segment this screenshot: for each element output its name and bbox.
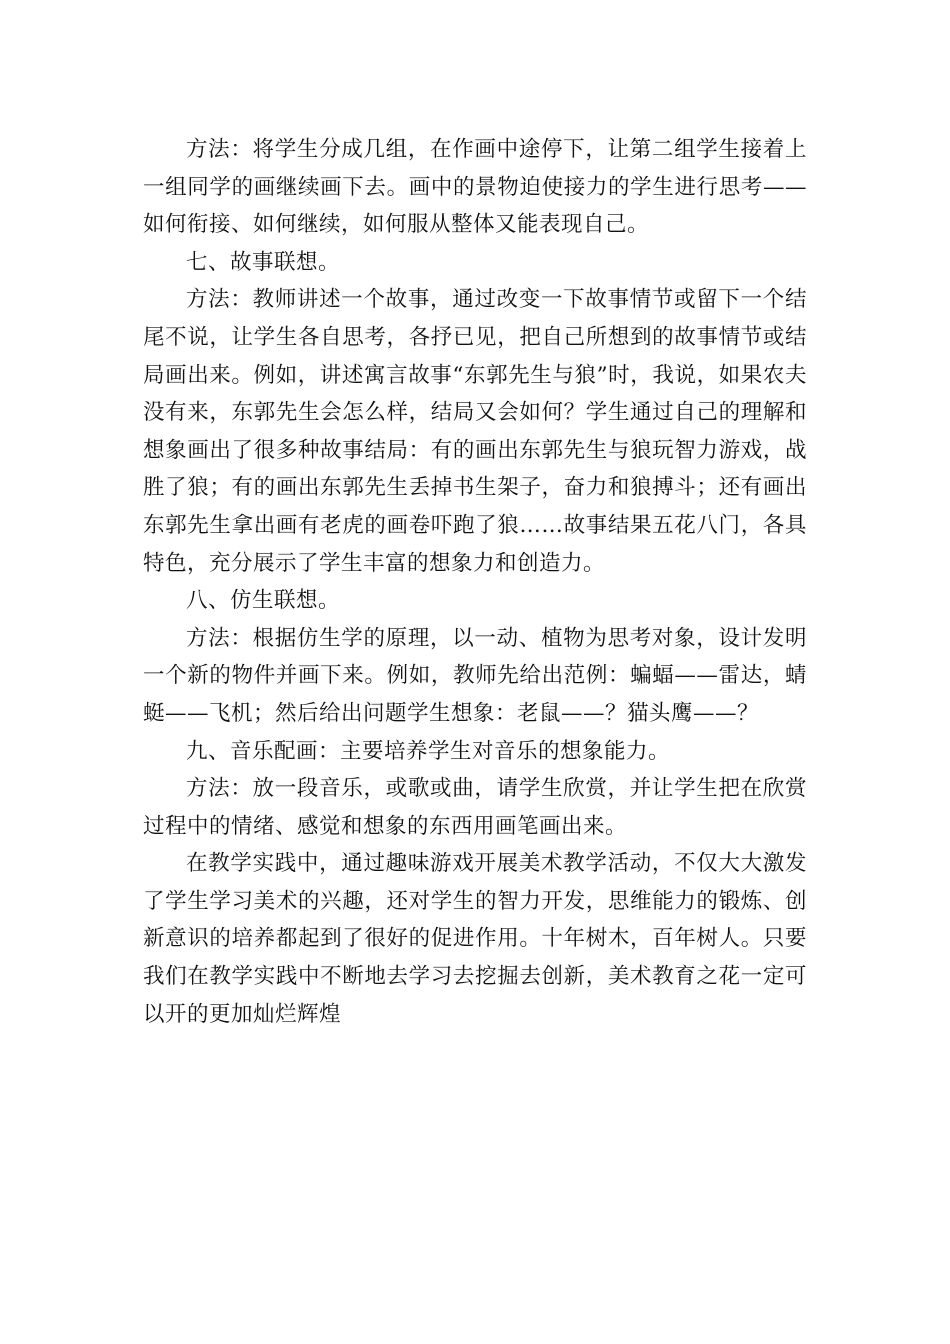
paragraph-method-bionic: 方法：根据仿生学的原理，以一动、植物为思考对象，设计发明一个新的物件并画下来。例如，教师先给出范例：蝙蝠——雷达，蜻蜓——飞机；然后给出问题学生想象：老鼠——？猫头鹰——？ xyxy=(143,625,807,726)
heading-bionic-association: 八、仿生联想。 xyxy=(186,588,341,614)
paragraph-method-music: 方法：放一段音乐，或歌或曲，请学生欣赏，并让学生把在欣赏过程中的情绪、感觉和想象的东西用画笔画出来。 xyxy=(143,776,807,839)
heading-story-association: 七、故事联想。 xyxy=(186,249,341,275)
document-body xyxy=(143,131,807,1033)
paragraph-method-story: 方法：教师讲述一个故事，通过改变一下故事情节或留下一个结尾不说，让学生各自思考，各抒已见，把自己所想到的故事情节或结局画出来。例如，讲述寓言故事“东郭先生与狼”时，我说，如果农夫没有来，东郭先生会怎么样，结局又会如何？学生通过自己的理解和想象画出了很多种故事结局：有的画出东郭先生与狼玩智力游戏，战胜了狼；有的画出东郭先生丢掉书生架子，奋力和狼搏斗；还有画出东郭先生拿出画有老虎的画卷吓跑了狼……故事结果五花八门，各具特色，充分展示了学生丰富的想象力和创造力。 xyxy=(143,287,807,576)
paragraph-conclusion: 在教学实践中，通过趣味游戏开展美术教学活动，不仅大大激发了学生学习美术的兴趣，还对学生的智力开发，思维能力的锻炼、创新意识的培养都起到了很好的促进作用。十年树木，百年树人。只要我们在教学实践中不断地去学习去挖掘去创新，美术教育之花一定可以开的更加灿烂辉煌 xyxy=(143,851,807,1027)
paragraph-method-relay: 方法：将学生分成几组，在作画中途停下，让第二组学生接着上一组同学的画继续画下去。画中的景物迫使接力的学生进行思考——如何衔接、如何继续，如何服从整体又能表现自己。 xyxy=(143,137,807,238)
heading-music-painting: 九、音乐配画：主要培养学生对音乐的想象能力。 xyxy=(186,738,671,764)
